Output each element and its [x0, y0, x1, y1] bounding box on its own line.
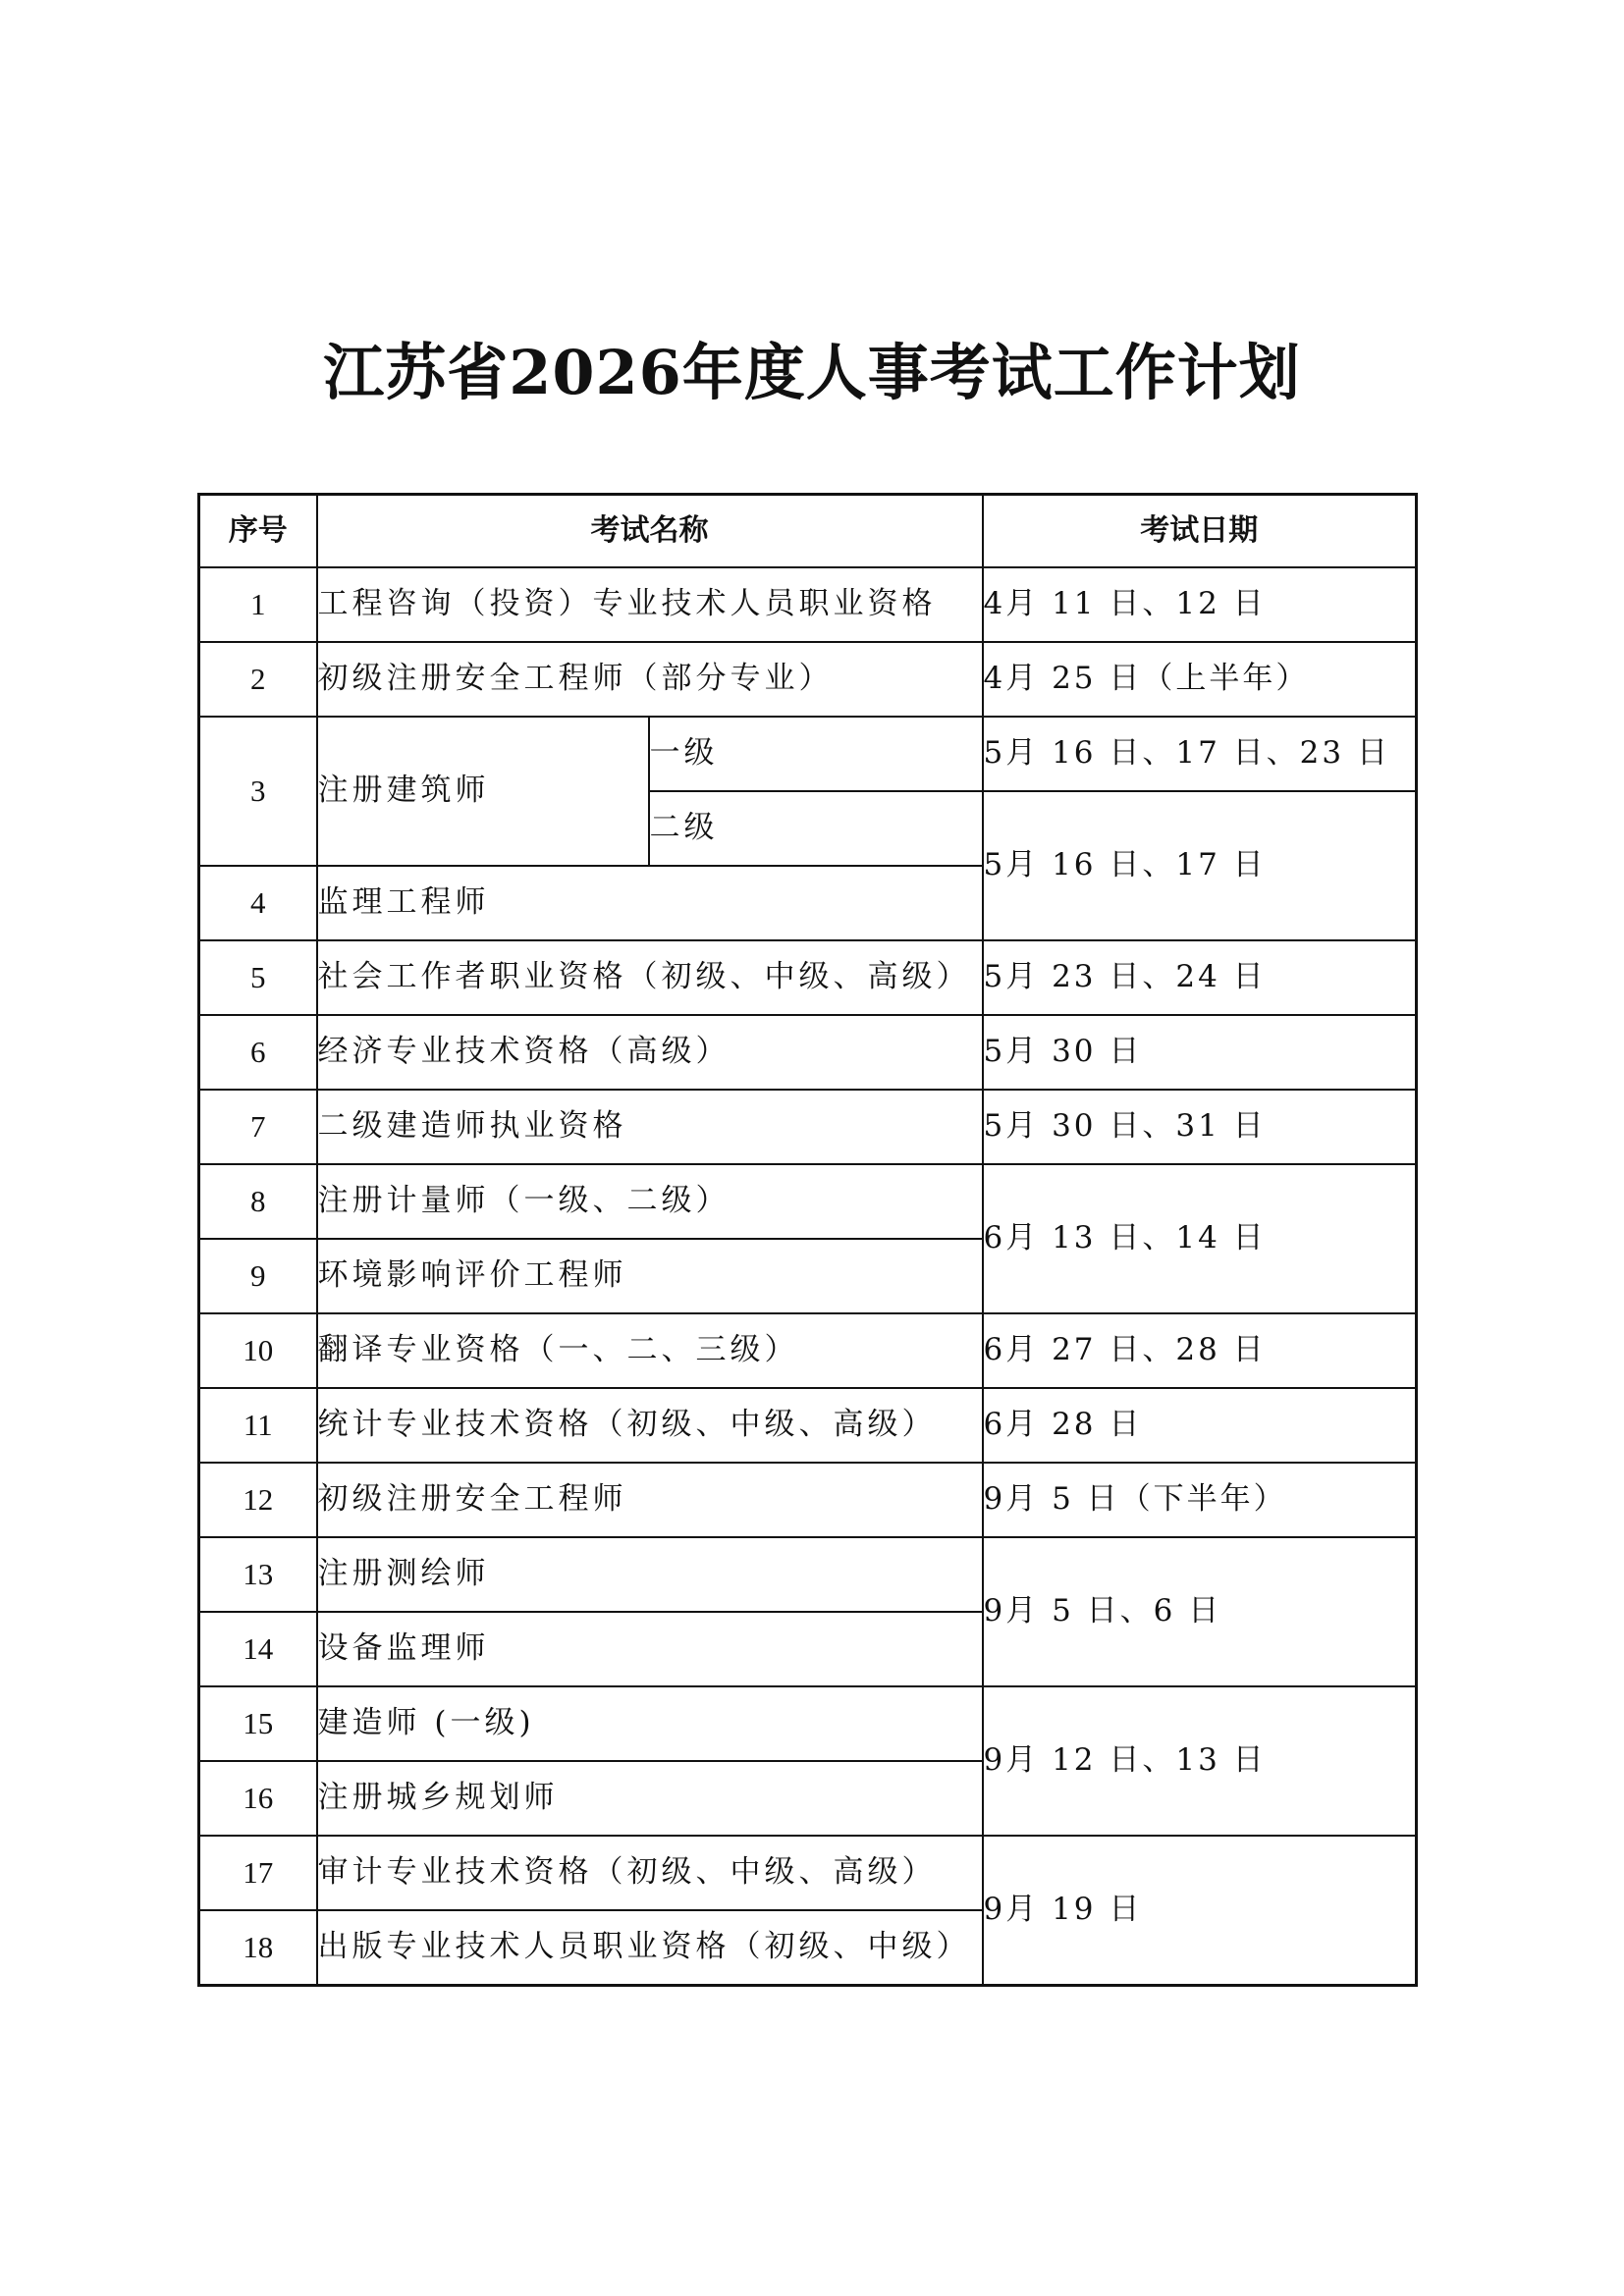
row-no: 8	[199, 1164, 317, 1239]
exam-schedule-table	[197, 493, 1418, 1987]
exam-name: 社会工作者职业资格（初级、中级、高级）	[317, 940, 983, 1015]
exam-name: 注册城乡规划师	[317, 1761, 983, 1836]
table-row	[199, 1537, 1417, 1612]
table-row	[199, 1313, 1417, 1388]
exam-date: 6月 28 日	[983, 1388, 1417, 1463]
exam-name: 翻译专业资格（一、二、三级）	[317, 1313, 983, 1388]
table-header-row	[199, 495, 1417, 568]
header-name: 考试名称	[317, 495, 983, 568]
exam-name: 初级注册安全工程师（部分专业）	[317, 642, 983, 717]
exam-name: 环境影响评价工程师	[317, 1239, 983, 1313]
row-no: 18	[199, 1910, 317, 1986]
exam-date: 5月 30 日	[983, 1015, 1417, 1090]
table-row	[199, 717, 1417, 791]
exam-name: 注册计量师（一级、二级）	[317, 1164, 983, 1239]
row-no: 4	[199, 866, 317, 940]
row-no: 9	[199, 1239, 317, 1313]
row-no: 13	[199, 1537, 317, 1612]
row-no: 17	[199, 1836, 317, 1910]
exam-date: 4月 11 日、12 日	[983, 567, 1417, 642]
row-no: 3	[199, 717, 317, 866]
row-no: 11	[199, 1388, 317, 1463]
row-no: 7	[199, 1090, 317, 1164]
row-no: 5	[199, 940, 317, 1015]
exam-name: 建造师 (一级)	[317, 1686, 983, 1761]
exam-subname: 二级	[649, 791, 983, 866]
exam-date: 6月 27 日、28 日	[983, 1313, 1417, 1388]
exam-name: 经济专业技术资格（高级）	[317, 1015, 983, 1090]
exam-name: 设备监理师	[317, 1612, 983, 1686]
exam-date: 4月 25 日（上半年）	[983, 642, 1417, 717]
exam-name: 工程咨询（投资）专业技术人员职业资格	[317, 567, 983, 642]
header-date: 考试日期	[983, 495, 1417, 568]
exam-name: 注册测绘师	[317, 1537, 983, 1612]
exam-date: 5月 23 日、24 日	[983, 940, 1417, 1015]
row-no: 2	[199, 642, 317, 717]
exam-name: 统计专业技术资格（初级、中级、高级）	[317, 1388, 983, 1463]
table-row	[199, 642, 1417, 717]
exam-date: 9月 12 日、13 日	[983, 1686, 1417, 1836]
row-no: 14	[199, 1612, 317, 1686]
row-no: 10	[199, 1313, 317, 1388]
row-no: 12	[199, 1463, 317, 1537]
exam-date: 9月 19 日	[983, 1836, 1417, 1986]
row-no: 15	[199, 1686, 317, 1761]
table-row	[199, 1836, 1417, 1910]
table-row	[199, 567, 1417, 642]
table-row	[199, 1388, 1417, 1463]
exam-date: 5月 16 日、17 日	[983, 791, 1417, 940]
page-title: 江苏省2026年度人事考试工作计划	[323, 337, 1301, 408]
table-row	[199, 1164, 1417, 1239]
table-row	[199, 1090, 1417, 1164]
exam-name: 监理工程师	[317, 866, 983, 940]
exam-date: 9月 5 日、6 日	[983, 1537, 1417, 1686]
table-row	[199, 940, 1417, 1015]
table-row	[199, 1686, 1417, 1761]
exam-date: 6月 13 日、14 日	[983, 1164, 1417, 1313]
exam-name: 注册建筑师	[317, 717, 649, 866]
row-no: 1	[199, 567, 317, 642]
exam-name: 初级注册安全工程师	[317, 1463, 983, 1537]
exam-name: 出版专业技术人员职业资格（初级、中级）	[317, 1910, 983, 1986]
exam-subname: 一级	[649, 717, 983, 791]
exam-date: 9月 5 日（下半年）	[983, 1463, 1417, 1537]
exam-name: 审计专业技术资格（初级、中级、高级）	[317, 1836, 983, 1910]
row-no: 16	[199, 1761, 317, 1836]
header-no: 序号	[199, 495, 317, 568]
table-row	[199, 1015, 1417, 1090]
exam-date: 5月 16 日、17 日、23 日	[983, 717, 1417, 791]
exam-date: 5月 30 日、31 日	[983, 1090, 1417, 1164]
table-row	[199, 1463, 1417, 1537]
exam-name: 二级建造师执业资格	[317, 1090, 983, 1164]
row-no: 6	[199, 1015, 317, 1090]
